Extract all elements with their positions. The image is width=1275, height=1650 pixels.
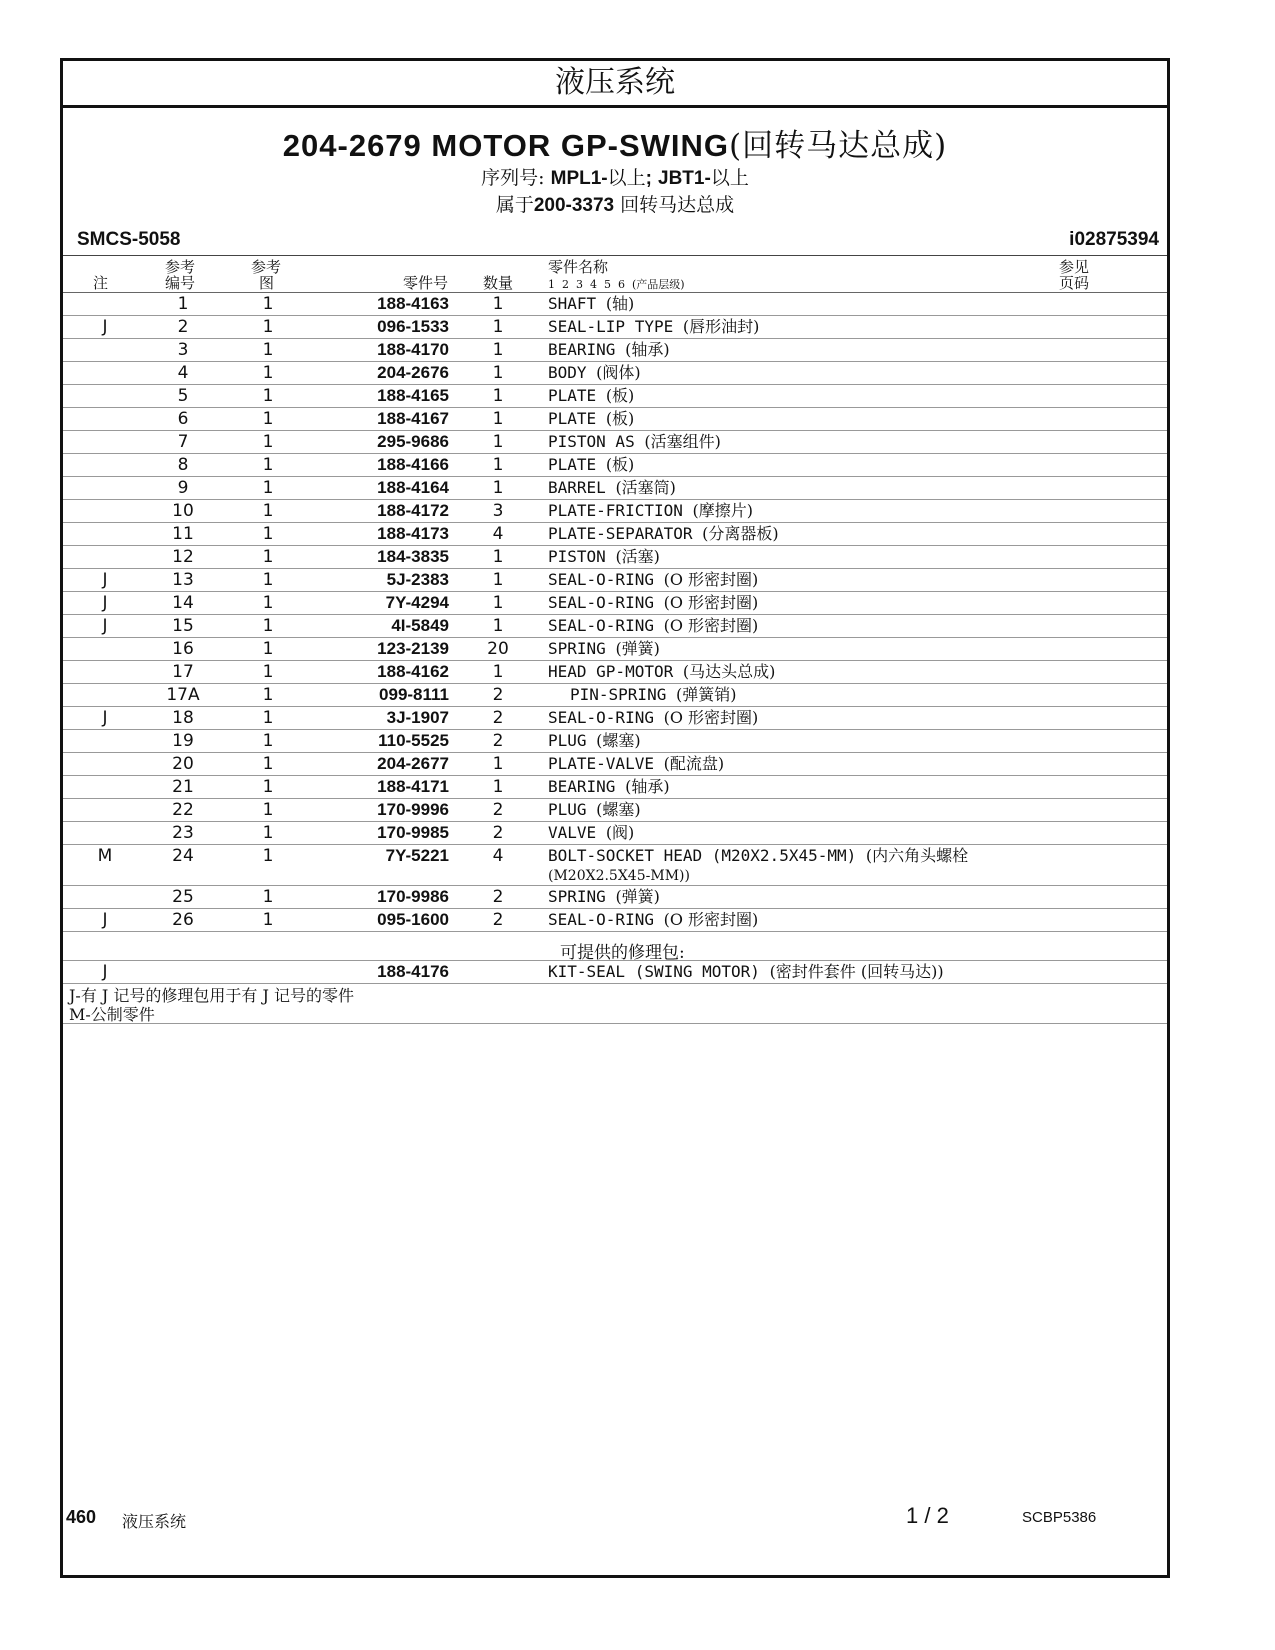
row-quantity: 2 [492,708,504,728]
table-row [63,431,1167,454]
row-part-number: 188-4164 [377,478,449,497]
row-ref-number: 22 [172,800,194,820]
row-figure: 1 [262,386,274,406]
row-figure: 1 [262,317,274,337]
legend-j: J-有 J 记号的修理包用于有 J 记号的零件 [69,986,354,1005]
row-part-name-zh: (O 形密封圈) [663,708,759,727]
row-part-name [548,546,1068,568]
row-part-name [548,886,1068,908]
row-part-name [548,909,1068,931]
row-ref-number: 4 [177,363,189,383]
row-part-name-en: PLATE [548,386,597,405]
row-part-name-zh: (O 形密封圈) [663,570,759,589]
table-row [63,730,1167,753]
row-part-name-en: PLATE-VALVE [548,754,654,773]
kit-header-text: 可提供的修理包: [560,943,685,963]
row-part-name-zh: (活塞筒) [615,478,676,497]
row-part-name-en: PIN-SPRING [570,685,667,704]
row-part-name-zh: (马达头总成) [682,662,776,681]
row-part-number: 188-4173 [377,524,449,543]
row-note: J [102,616,108,636]
row-quantity: 1 [492,294,504,314]
row-part-name [548,293,1068,315]
row-part-number: 7Y-5221 [385,846,449,865]
row-part-number: 5J-2383 [386,570,449,589]
row-figure: 1 [262,340,274,360]
row-part-number: 170-9996 [377,800,449,819]
row-part-number: 123-2139 [377,639,449,658]
row-part-name-zh: (弹簧销) [675,685,737,704]
legend [63,984,1167,1024]
row-figure: 1 [262,524,274,544]
row-quantity: 20 [487,639,509,659]
row-ref-number: 14 [172,593,194,613]
row-quantity: 1 [492,754,504,774]
row-figure: 1 [262,662,274,682]
row-ref-number: 3 [177,340,189,360]
row-part-name [548,523,1068,545]
row-part-name [548,730,1068,752]
row-figure: 1 [262,455,274,475]
row-figure: 1 [262,432,274,452]
table-row [63,385,1167,408]
table-row [63,776,1167,799]
row-part-number: 188-4163 [377,294,449,313]
row-part-number: 204-2677 [377,754,449,773]
kit-name-zh: (密封件套件 (回转马达)) [769,962,944,981]
row-part-name-zh: (活塞) [615,547,660,566]
table-row [63,546,1167,569]
row-part-number: 204-2676 [377,363,449,382]
row-part-name [548,408,1068,430]
title-part: 204-2679 MOTOR GP-SWING [282,128,729,163]
row-part-name-zh: (活塞组件) [644,432,721,451]
row-quantity: 2 [492,910,504,930]
table-row [63,661,1167,684]
row-quantity: 1 [492,455,504,475]
row-part-name-zh: (O 形密封圈) [663,616,759,635]
row-ref-number: 12 [172,547,194,567]
row-quantity: 1 [492,593,504,613]
row-quantity: 3 [492,501,504,521]
table-row [63,293,1167,316]
col-quantity: 数量 [483,274,514,292]
row-figure: 1 [262,363,274,383]
kit-name [548,961,1068,983]
table-row [63,592,1167,615]
table-row [63,362,1167,385]
serial-value-2: JBT1- [658,168,711,189]
row-figure: 1 [262,777,274,797]
footer [60,1503,1170,1531]
table-row [63,845,1167,886]
row-quantity: 1 [492,409,504,429]
row-part-number: 7Y-4294 [385,593,449,612]
row-ref-number: 26 [172,910,194,930]
row-figure: 1 [262,616,274,636]
row-part-name-en: VALVE [548,823,597,842]
row-note: M [97,846,113,866]
row-part-name-en: PLATE [548,455,597,474]
section-title: 液压系统 [63,61,1167,108]
row-part-number: 095-1600 [377,910,449,929]
row-part-name [548,822,1068,844]
row-part-name-en: BEARING [548,340,616,359]
row-ref-number: 24 [172,846,194,866]
row-ref-number: 7 [177,432,189,452]
row-part-number: 099-8111 [379,685,449,704]
belongs-part: 200-3373 [533,195,615,216]
col-see-bot: 页码 [1059,274,1090,292]
row-part-name-zh: (板) [605,455,635,474]
row-part-name [548,500,1068,522]
row-quantity: 2 [492,731,504,751]
row-part-name-zh: (弹簧) [615,639,660,658]
table-row [63,638,1167,661]
row-part-name-zh-cont: (M20X2.5X45-MM)) [548,868,690,884]
row-part-number: 188-4167 [377,409,449,428]
row-ref-number: 18 [172,708,194,728]
row-part-number: 3J-1907 [386,708,449,727]
belongs-prefix: 属于 [495,194,534,216]
row-ref-number: 13 [172,570,194,590]
row-figure: 1 [262,731,274,751]
row-quantity: 1 [492,570,504,590]
row-ref-number: 17A [166,685,200,705]
row-part-name-en: PLUG [548,800,587,819]
row-part-name-zh: (配流盘) [663,754,725,773]
row-part-name [548,799,1068,821]
row-ref-number: 20 [172,754,194,774]
row-figure: 1 [262,823,274,843]
row-part-name [548,316,1068,338]
row-part-name [548,454,1068,476]
kit-name-en: KIT-SEAL (SWING MOTOR) [548,962,760,981]
row-part-name [548,615,1068,637]
row-part-number: 188-4171 [377,777,449,796]
row-part-name-en: PLATE [548,409,597,428]
row-note: J [102,570,108,590]
serial-sep: ; [645,168,652,189]
row-part-number: 110-5525 [378,731,449,750]
row-quantity: 1 [492,777,504,797]
col-fig-bot: 图 [259,274,275,292]
col-ref-top: 参考 [165,258,196,276]
row-ref-number: 6 [177,409,189,429]
row-part-name-zh: (板) [605,409,635,428]
row-part-name-en: BARREL [548,478,606,497]
row-part-name [548,477,1068,499]
row-ref-number: 16 [172,639,194,659]
row-quantity: 1 [492,340,504,360]
col-fig-top: 参考 [251,258,282,276]
row-part-number: 184-3835 [377,547,449,566]
row-ref-number: 15 [172,616,194,636]
row-part-name-zh: (唇形油封) [682,317,760,336]
row-part-name-en: SEAL-O-RING [548,593,654,612]
row-part-number: 188-4162 [377,662,449,681]
row-figure: 1 [262,294,274,314]
row-part-name [548,684,1090,706]
table-row [63,523,1167,546]
table-row [63,408,1167,431]
row-figure: 1 [262,685,274,705]
row-quantity: 1 [492,478,504,498]
legend-m: M-公制零件 [69,1005,155,1024]
col-note: 注 [93,274,109,292]
row-part-name-en: PISTON [548,547,606,566]
table-row [63,477,1167,500]
row-ref-number: 25 [172,887,194,907]
row-part-name-en: SEAL-O-RING [548,570,654,589]
row-figure: 1 [262,887,274,907]
row-part-name-zh: (分离器板) [702,524,779,543]
serial-label: 序列号: [481,167,545,189]
table-row [63,500,1167,523]
row-part-name-zh: (板) [605,386,635,405]
row-note: J [102,317,108,337]
row-part-name-en: SHAFT [548,294,597,313]
row-quantity: 1 [492,616,504,636]
row-part-name-zh: (内六角头螺栓 [865,846,969,865]
row-part-name [548,707,1068,729]
row-ref-number: 9 [177,478,189,498]
table-row [63,886,1167,909]
serial-value-1: MPL1- [550,168,608,189]
belongs-line [63,192,1167,219]
row-note: J [102,708,108,728]
footer-page-count: 1 / 2 [906,1503,949,1528]
row-figure: 1 [262,570,274,590]
row-figure: 1 [262,754,274,774]
meta-line [63,225,1167,255]
row-part-name-en: PLATE-FRICTION [548,501,683,520]
row-note: J [102,593,108,613]
row-figure: 1 [262,708,274,728]
kit-header [63,932,1167,961]
table-row [63,316,1167,339]
table-row [63,684,1167,707]
title-cn: (回转马达总成) [729,128,948,164]
table-row [63,569,1167,592]
row-part-name [548,569,1068,591]
kit-row [63,961,1167,984]
row-part-name-en: HEAD GP-MOTOR [548,662,674,681]
row-part-name-zh: (O 形密封圈) [663,910,759,929]
table-row [63,707,1167,730]
row-part-name [548,638,1068,660]
row-part-name [548,362,1068,384]
row-part-name [548,592,1068,614]
row-part-name [548,385,1068,407]
row-part-name-zh: (轴承) [625,777,670,796]
row-ref-number: 10 [172,501,194,521]
row-ref-number: 23 [172,823,194,843]
table-row [63,454,1167,477]
row-part-name-zh: (阀) [605,823,635,842]
col-part-number: 零件号 [403,274,449,292]
row-part-name [548,776,1068,798]
row-quantity: 1 [492,547,504,567]
row-part-number: 096-1533 [377,317,449,336]
row-part-name-zh: (螺塞) [596,731,641,750]
row-quantity: 1 [492,662,504,682]
row-part-name-en: SEAL-O-RING [548,910,654,929]
row-quantity: 2 [492,800,504,820]
row-figure: 1 [262,910,274,930]
row-part-number: 170-9986 [377,887,449,906]
row-figure: 1 [262,800,274,820]
row-part-name-en: SEAL-O-RING [548,616,654,635]
row-part-name [548,661,1068,683]
row-figure: 1 [262,593,274,613]
row-part-name-en: BOLT-SOCKET HEAD (M20X2.5X45-MM) [548,846,857,865]
col-ref-bot: 编号 [165,274,196,292]
row-part-name-en: PISTON AS [548,432,635,451]
table-row [63,822,1167,845]
table-row [63,753,1167,776]
row-part-name [548,339,1068,361]
row-part-name-en: BEARING [548,777,616,796]
row-quantity: 2 [492,823,504,843]
row-ref-number: 19 [172,731,194,751]
row-part-number: 188-4172 [377,501,449,520]
row-part-name-en: SPRING [548,639,606,658]
table-row [63,339,1167,362]
row-part-name-zh: (摩擦片) [692,501,753,520]
row-part-name-zh: (弹簧) [615,887,660,906]
parts-table [63,293,1167,932]
row-part-number: 170-9985 [377,823,449,842]
row-part-name-en: SPRING [548,887,606,906]
row-part-name [548,431,1068,453]
page-title [63,120,1167,165]
kit-note: J [102,962,108,982]
belongs-name: 回转马达总成 [614,194,735,216]
row-part-name-zh: (轴承) [625,340,670,359]
page-frame [60,58,1170,1578]
serial-text-2: 以上 [710,167,749,189]
row-quantity: 1 [492,317,504,337]
table-row [63,799,1167,822]
row-part-name-en: PLUG [548,731,587,750]
footer-section: 液压系统 [122,1512,187,1531]
row-note: J [102,910,108,930]
row-part-name-zh: (阀体) [596,363,641,382]
row-quantity: 1 [492,386,504,406]
header [63,120,1167,219]
row-part-number: 4I-5849 [391,616,449,635]
table-row [63,615,1167,638]
row-quantity: 2 [492,685,504,705]
row-part-name-en: BODY [548,363,587,382]
row-quantity: 4 [492,846,504,866]
row-figure: 1 [262,409,274,429]
row-ref-number: 5 [177,386,189,406]
row-ref-number: 8 [177,455,189,475]
row-part-number: 188-4165 [377,386,449,405]
row-part-name-zh: (轴) [605,294,635,313]
kit-part-number: 188-4176 [377,962,449,981]
row-part-number: 188-4166 [377,455,449,474]
row-figure: 1 [262,547,274,567]
col-see-top: 参见 [1059,258,1090,276]
row-ref-number: 11 [172,524,194,544]
row-ref-number: 1 [177,294,189,314]
row-part-name [548,753,1068,775]
row-quantity: 2 [492,887,504,907]
row-part-number: 295-9686 [377,432,449,451]
smcs-code: SMCS-5058 [77,229,181,250]
row-figure: 1 [262,846,274,866]
row-ref-number: 21 [172,777,194,797]
row-part-name-en: SEAL-O-RING [548,708,654,727]
serial-text-1: 以上 [607,167,646,189]
row-ref-number: 17 [172,662,194,682]
row-part-name-en: PLATE-SEPARATOR [548,524,693,543]
serial-line [63,165,1167,192]
col-part-name: 零件名称 [548,258,609,276]
row-quantity: 4 [492,524,504,544]
row-part-name-zh: (螺塞) [596,800,641,819]
row-part-number: 188-4170 [377,340,449,359]
column-header [63,255,1167,293]
row-part-name-en: SEAL-LIP TYPE [548,317,674,336]
row-part-name-zh: (O 形密封圈) [663,593,759,612]
row-quantity: 1 [492,363,504,383]
row-figure: 1 [262,501,274,521]
table-row [63,909,1167,932]
footer-doc-id: SCBP5386 [1022,1509,1097,1526]
row-figure: 1 [262,639,274,659]
col-levels: 1 2 3 4 5 6 (产品层级) [548,278,685,291]
image-id: i02875394 [1069,229,1159,250]
row-quantity: 1 [492,432,504,452]
row-part-name [548,845,1068,867]
row-figure: 1 [262,478,274,498]
row-ref-number: 2 [177,317,189,337]
footer-page-number: 460 [66,1507,97,1527]
